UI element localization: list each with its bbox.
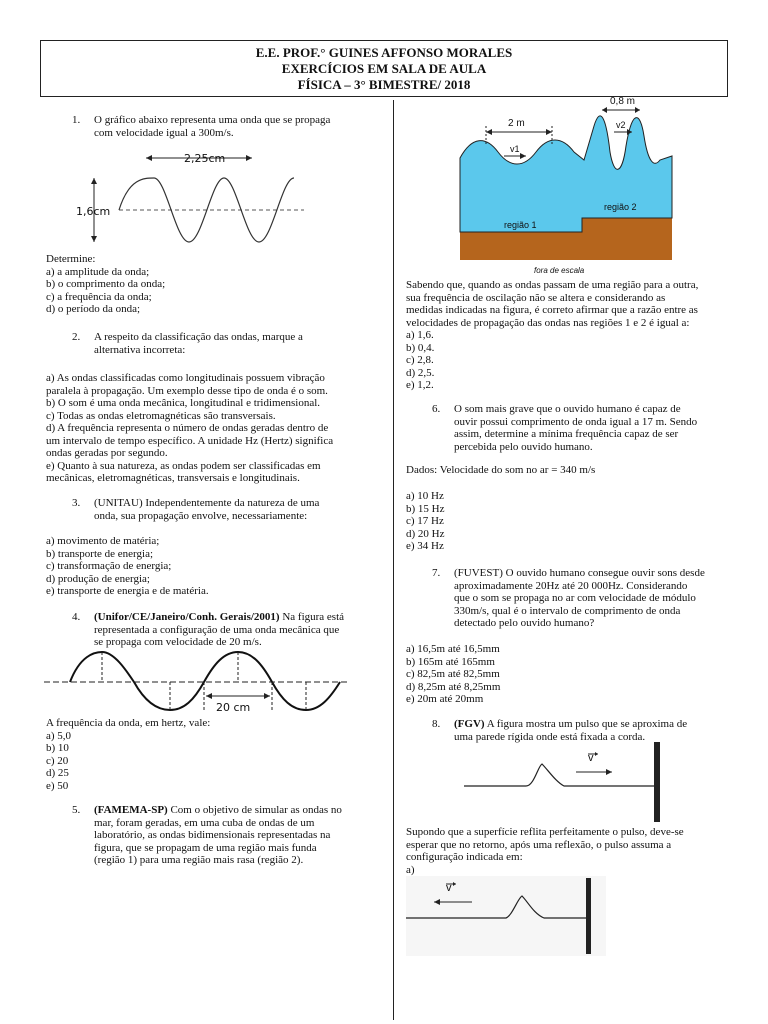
question-6-options <box>406 490 736 553</box>
given-data: Dados: Velocidade do som no ar = 340 m/s <box>406 464 596 476</box>
question-text: Supondo que a superfície reflita perfeitamente o pulso, deve-se <box>406 826 684 838</box>
velocity-2-label: v2 <box>616 120 626 130</box>
option: e) Quanto à sua natureza, as ondas podem ser classificadas em <box>46 459 321 472</box>
question-source: (FGV) <box>454 718 485 730</box>
option: a) 10 Hz <box>406 490 444 502</box>
question-text: 330m/s, qual é o intervalo de comprimento de onda <box>454 604 681 617</box>
velocity-1-label: v1 <box>510 144 520 154</box>
question-8-continuation <box>406 826 746 876</box>
question-text: velocidades de propagação das ondas nas regiões 1 e 2 é igual a: <box>406 316 690 329</box>
question-1-options <box>46 253 386 316</box>
option: a) 1,6. <box>406 329 434 341</box>
question-1 <box>72 114 382 139</box>
question-2-options <box>46 372 386 485</box>
option: ondas geradas por segundo. <box>46 447 168 459</box>
velocity-label: v <box>446 882 452 894</box>
question-text: assim, determine a mínima frequência capaz de ser <box>454 428 679 440</box>
figure-caption: fora de escala <box>534 266 585 275</box>
option: e) 1,2. <box>406 379 434 391</box>
question-3 <box>72 497 382 522</box>
option: a) movimento de matéria; <box>46 535 160 547</box>
option: d) produção de energia; <box>46 572 150 585</box>
question-6 <box>432 403 732 453</box>
option: e) transporte de energia e de matéria. <box>46 585 209 597</box>
wavelength-2-label: 0,8 m <box>610 96 636 107</box>
column-divider <box>393 100 394 1020</box>
question-text: Sabendo que, quando as ondas passam de uma região para a outra, <box>406 279 699 291</box>
question-5 <box>72 804 372 867</box>
question-text: se propaga com velocidade de 20 m/s. <box>94 636 262 648</box>
question-number: 6. <box>432 403 441 415</box>
question-text: ouvir possui comprimento de onda igual a 17 m. Sendo <box>454 415 698 428</box>
question-number: 2. <box>72 331 81 343</box>
question-text: alternativa incorreta: <box>94 343 186 356</box>
option: b) 15 Hz <box>406 502 445 515</box>
prompt: A frequência da onda, em hertz, vale: <box>46 717 211 729</box>
question-5-continuation <box>406 279 736 392</box>
option: c) transformação de energia; <box>46 560 172 572</box>
distance-label: 20 cm <box>216 701 251 714</box>
question-number: 4. <box>72 611 81 623</box>
question-text: mar, foram geradas, em uma cuba de ondas de um <box>94 816 315 829</box>
question-source: (FAMEMA-SP) <box>94 804 168 816</box>
option: d) o período da onda; <box>46 303 141 315</box>
option: b) 165m até 165mm <box>406 655 495 668</box>
option: b) O som é uma onda mecânica, longitudinal e tridimensional. <box>46 397 321 409</box>
option: c) 2,8. <box>406 354 434 366</box>
option: a) 5,0 <box>46 729 72 742</box>
question-number: 3. <box>72 497 81 509</box>
question-text: percebida pelo ouvido humano. <box>454 440 593 453</box>
question-2 <box>72 331 382 356</box>
option: c) a frequência da onda; <box>46 290 152 303</box>
question-4-options <box>46 717 386 792</box>
option: paralela à propagação. Um exemplo desse tipo de onda é o som. <box>46 384 328 397</box>
question-text: A respeito da classificação das ondas, marque a <box>94 331 303 343</box>
question-8 <box>432 718 742 743</box>
option: mecânicas, eletromagnéticas, transversais e longitudinais. <box>46 472 300 484</box>
question-7 <box>432 567 732 630</box>
option: b) transporte de energia; <box>46 547 154 560</box>
option: c) 17 Hz <box>406 515 444 527</box>
question-source: (Unifor/CE/Janeiro/Conh. Gerais/2001) <box>94 611 280 623</box>
option: a) As ondas classificadas como longitudinais possuem vibração <box>46 372 325 384</box>
question-text: O gráfico abaixo representa uma onda que se propaga <box>94 114 331 126</box>
option: um intervalo de tempo específico. A unidade Hz (Hertz) significa <box>46 434 334 447</box>
question-text: uma parede rígida onde está fixada a corda. <box>454 730 646 743</box>
page-header <box>40 40 728 97</box>
question-text: (região 1) para uma região mais rasa (região 2). <box>94 854 304 866</box>
question-3-options <box>46 535 386 598</box>
option: b) o comprimento da onda; <box>46 278 166 290</box>
question-text: sua frequência de oscilação não se altera e considerando as <box>406 291 666 304</box>
option: b) 10 <box>46 742 69 754</box>
question-text: com velocidade igual a 300m/s. <box>94 126 234 139</box>
question-number: 5. <box>72 804 81 816</box>
question-text: (UNITAU) Independentemente da natureza de uma <box>94 497 320 509</box>
wave-tank-figure <box>456 96 676 278</box>
wavelength-label: 2,25cm <box>184 152 226 165</box>
option: a) <box>406 863 415 876</box>
question-text: figura, que se propagam de uma região mais funda <box>94 841 317 854</box>
question-7-options <box>406 643 736 706</box>
question-text: O som mais grave que o ouvido humano é capaz de <box>454 403 681 415</box>
prompt: Determine: <box>46 253 96 265</box>
option: a) 16,5m até 16,5mm <box>406 643 500 655</box>
region-2-label: região 2 <box>604 202 637 212</box>
question-text: laboratório, as ondas bidimensionais representadas na <box>94 829 331 841</box>
header-subtitle: EXERCÍCIOS EM SALA DE AULA <box>281 61 487 76</box>
question-text: medidas indicadas na figura, é correto afirmar que a razão entre as <box>406 304 698 316</box>
question-text: onda, sua propagação envolve, necessariamente: <box>94 509 308 522</box>
question-6-data <box>406 464 736 477</box>
question-text: (FUVEST) O ouvido humano consegue ouvir sons desde <box>454 567 705 579</box>
option: c) 20 <box>46 754 69 767</box>
question-text: Com o objetivo de simular as ondas no <box>170 804 342 816</box>
question-text: que o som se propaga no ar com velocidade de módulo <box>454 592 696 604</box>
question-text: A figura mostra um pulso que se aproxima de <box>486 718 688 730</box>
question-text: detectado pelo ouvido humano? <box>454 617 595 629</box>
option: d) 2,5. <box>406 366 435 379</box>
option: c) 82,5m até 82,5mm <box>406 668 500 680</box>
option: d) 20 Hz <box>406 527 445 540</box>
question-number: 7. <box>432 567 441 579</box>
amplitude-label: 1,6cm <box>76 205 111 218</box>
question-text: aproximadamente 20Hz até 20 000Hz. Considerando <box>454 579 688 592</box>
option: d) 8,25m até 8,25mm <box>406 680 501 693</box>
question-number: 1. <box>72 114 81 126</box>
wavelength-1-label: 2 m <box>508 118 525 129</box>
pulse-figure <box>464 742 674 824</box>
question-4 <box>72 611 372 649</box>
option-a-figure <box>406 876 606 956</box>
wave-figure-1 <box>74 148 314 252</box>
wave-figure-4 <box>44 648 354 714</box>
region-1-label: região 1 <box>504 220 537 230</box>
option: c) Todas as ondas eletromagnéticas são transversais. <box>46 409 276 422</box>
question-text: Na figura está <box>282 611 345 623</box>
school-name: E.E. PROF.° GUINES AFFONSO MORALES <box>255 45 513 60</box>
option: d) A frequência representa o número de ondas geradas dentro de <box>46 422 329 434</box>
option: e) 50 <box>46 779 69 792</box>
option: e) 20m até 20mm <box>406 693 484 705</box>
question-text: configuração indicada em: <box>406 851 523 863</box>
question-text: representada a configuração de uma onda mecânica que <box>94 623 340 636</box>
question-number: 8. <box>432 718 441 730</box>
option: d) 25 <box>46 767 69 779</box>
header-subject: FÍSICA – 3° BIMESTRE/ 2018 <box>297 77 471 92</box>
question-text: esperar que no retorno, após uma reflexão, o pulso assuma a <box>406 838 672 851</box>
option: a) a amplitude da onda; <box>46 265 150 278</box>
option: b) 0,4. <box>406 341 435 354</box>
option: e) 34 Hz <box>406 540 444 552</box>
velocity-label: v <box>588 752 594 764</box>
